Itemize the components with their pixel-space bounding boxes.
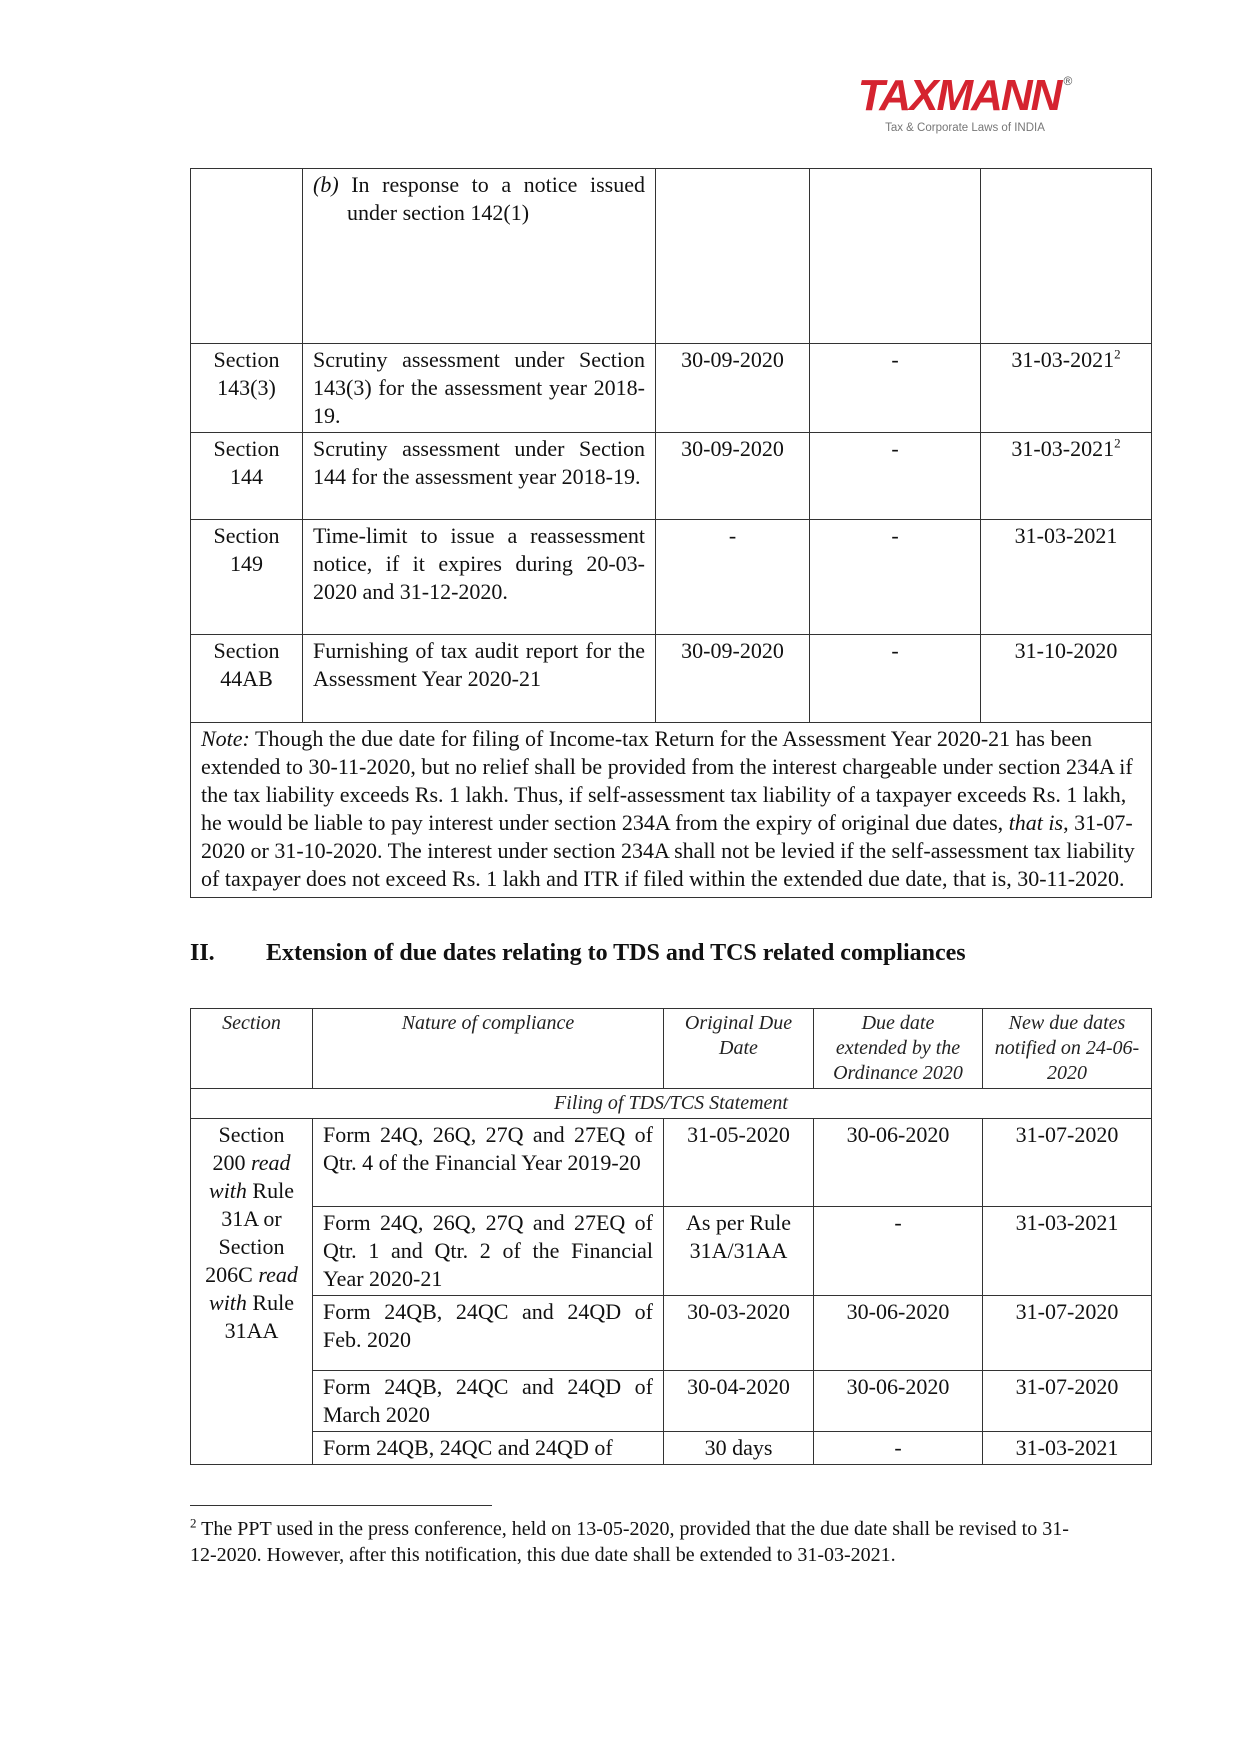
nature-cell: (b) In response to a notice issued under section 142(1) bbox=[303, 169, 656, 344]
table-row bbox=[191, 1296, 1152, 1371]
table-row bbox=[191, 1207, 1152, 1296]
extended-date: 30-06-2020 bbox=[814, 1296, 983, 1371]
original-date: 30-09-2020 bbox=[656, 433, 810, 520]
original-date: 30-04-2020 bbox=[664, 1371, 814, 1432]
nature-cell: Form 24QB, 24QC and 24QD of Feb. 2020 bbox=[313, 1296, 664, 1371]
original-date: As per Rule 31A/31AA bbox=[664, 1207, 814, 1296]
note-label: Note: bbox=[201, 726, 250, 751]
new-date: 31-07-2020 bbox=[983, 1119, 1152, 1207]
section-cell: Section 149 bbox=[191, 520, 303, 635]
note-row bbox=[191, 723, 1152, 898]
section-cell: Section 143(3) bbox=[191, 344, 303, 433]
footnote-marker: 2 bbox=[190, 1515, 197, 1531]
extended-date: - bbox=[814, 1207, 983, 1296]
income-tax-table bbox=[190, 168, 1152, 898]
column-header: Nature of compliance bbox=[313, 1009, 664, 1089]
footnote-text: The PPT used in the press conference, held on 13-05-2020, provided that the due date shall be revised to 31-12-2020. However, after this notification, this due date shall be extended to 31-03-2021. bbox=[190, 1518, 1069, 1566]
new-date: 31-03-2021$^2$ bbox=[981, 433, 1152, 520]
new-date: 31-07-2020 bbox=[983, 1296, 1152, 1371]
nature-cell: Scrutiny assessment under Section 144 for the assessment year 2018-19. bbox=[303, 433, 656, 520]
footnote-ref[interactable]: 2 bbox=[1114, 435, 1121, 451]
table-row bbox=[191, 520, 1152, 635]
original-date: - bbox=[656, 520, 810, 635]
column-header: Original Due Date bbox=[664, 1009, 814, 1089]
logo-tagline: Tax & Corporate Laws of INDIA bbox=[885, 122, 1045, 134]
nature-cell: Form 24Q, 26Q, 27Q and 27EQ of Qtr. 4 of the Financial Year 2019-20 bbox=[313, 1119, 664, 1207]
table-row bbox=[191, 344, 1152, 433]
section-cell: Section 44AB bbox=[191, 635, 303, 723]
nature-cell: Form 24QB, 24QC and 24QD of March 2020 bbox=[313, 1371, 664, 1432]
registered-mark: ® bbox=[1063, 74, 1073, 88]
section-cell: Section 144 bbox=[191, 433, 303, 520]
extended-date: - bbox=[810, 433, 981, 520]
column-header: Due date extended by the Ordinance 2020 bbox=[814, 1009, 983, 1089]
footnote bbox=[190, 1516, 1080, 1568]
new-date: 31-03-2021 bbox=[983, 1207, 1152, 1296]
new-date: 31-03-2021$^2$ bbox=[981, 344, 1152, 433]
table-row bbox=[191, 1432, 1152, 1465]
taxmann-logo bbox=[850, 71, 1080, 168]
original-date: 30 days bbox=[664, 1432, 814, 1465]
new-date: 31-10-2020 bbox=[981, 635, 1152, 723]
nature-cell: Furnishing of tax audit report for the Assessment Year 2020-21 bbox=[303, 635, 656, 723]
section-heading bbox=[190, 938, 1151, 968]
extended-date: 30-06-2020 bbox=[814, 1371, 983, 1432]
clause-label: (b) bbox=[313, 172, 339, 197]
heading-number: II. bbox=[190, 940, 215, 966]
nature-cell: Scrutiny assessment under Section 143(3) for the assessment year 2018-19. bbox=[303, 344, 656, 433]
table-row bbox=[191, 1119, 1152, 1207]
note-cell: Note: Though the due date for filing of Income-tax Return for the Assessment Year 2020-21 has been extended to 30-11-2020, but no relief shall be provided from the interest chargeable under section 234A if the tax liability exceeds Rs. 1 lakh. Thus, if self-assessment tax liability of a taxpayer exceeds Rs. 1 lakh, he would be liable to pay interest under section 234A from the expiry of original due dates, that is, 31-07-2020 or 31-10-2020. The interest under section 234A shall not be levied if the self-assessment tax liability of taxpayer does not exceed Rs. 1 lakh and ITR if filed within the extended due date, that is, 30-11-2020. bbox=[191, 723, 1152, 898]
column-header: New due dates notified on 24-06-2020 bbox=[983, 1009, 1152, 1089]
original-date: 30-09-2020 bbox=[656, 635, 810, 723]
column-header: Section bbox=[191, 1009, 313, 1089]
original-date: 31-05-2020 bbox=[664, 1119, 814, 1207]
original-date: 30-09-2020 bbox=[656, 344, 810, 433]
table-row bbox=[191, 1371, 1152, 1432]
extended-date: - bbox=[810, 635, 981, 723]
table-row bbox=[191, 169, 1152, 344]
table-header bbox=[191, 1009, 1152, 1089]
nature-cell: Form 24QB, 24QC and 24QD of bbox=[313, 1432, 664, 1465]
table-row bbox=[191, 635, 1152, 723]
new-date: 31-03-2021 bbox=[981, 520, 1152, 635]
tds-tcs-table bbox=[190, 1008, 1152, 1465]
table-row bbox=[191, 433, 1152, 520]
nature-cell: Time-limit to issue a reassessment notice, if it expires during 20-03-2020 and 31-12-2020. bbox=[303, 520, 656, 635]
original-date: 30-03-2020 bbox=[664, 1296, 814, 1371]
group-label: Filing of TDS/TCS Statement bbox=[191, 1089, 1152, 1119]
footnote-ref[interactable]: 2 bbox=[1114, 346, 1121, 362]
new-date: 31-07-2020 bbox=[983, 1371, 1152, 1432]
logo-brand: TAXMANN bbox=[857, 71, 1061, 120]
new-date: 31-03-2021 bbox=[983, 1432, 1152, 1465]
section-cell: Section 200 read with Rule 31A or Section 206C read with Rule 31AA bbox=[191, 1119, 313, 1465]
extended-date: - bbox=[814, 1432, 983, 1465]
extended-date: - bbox=[810, 344, 981, 433]
group-row bbox=[191, 1089, 1152, 1119]
extended-date: - bbox=[810, 520, 981, 635]
extended-date: 30-06-2020 bbox=[814, 1119, 983, 1207]
heading-title: Extension of due dates relating to TDS and TCS related compliances bbox=[266, 940, 966, 966]
footnote-divider bbox=[190, 1505, 492, 1506]
nature-cell: Form 24Q, 26Q, 27Q and 27EQ of Qtr. 1 and Qtr. 2 of the Financial Year 2020-21 bbox=[313, 1207, 664, 1296]
